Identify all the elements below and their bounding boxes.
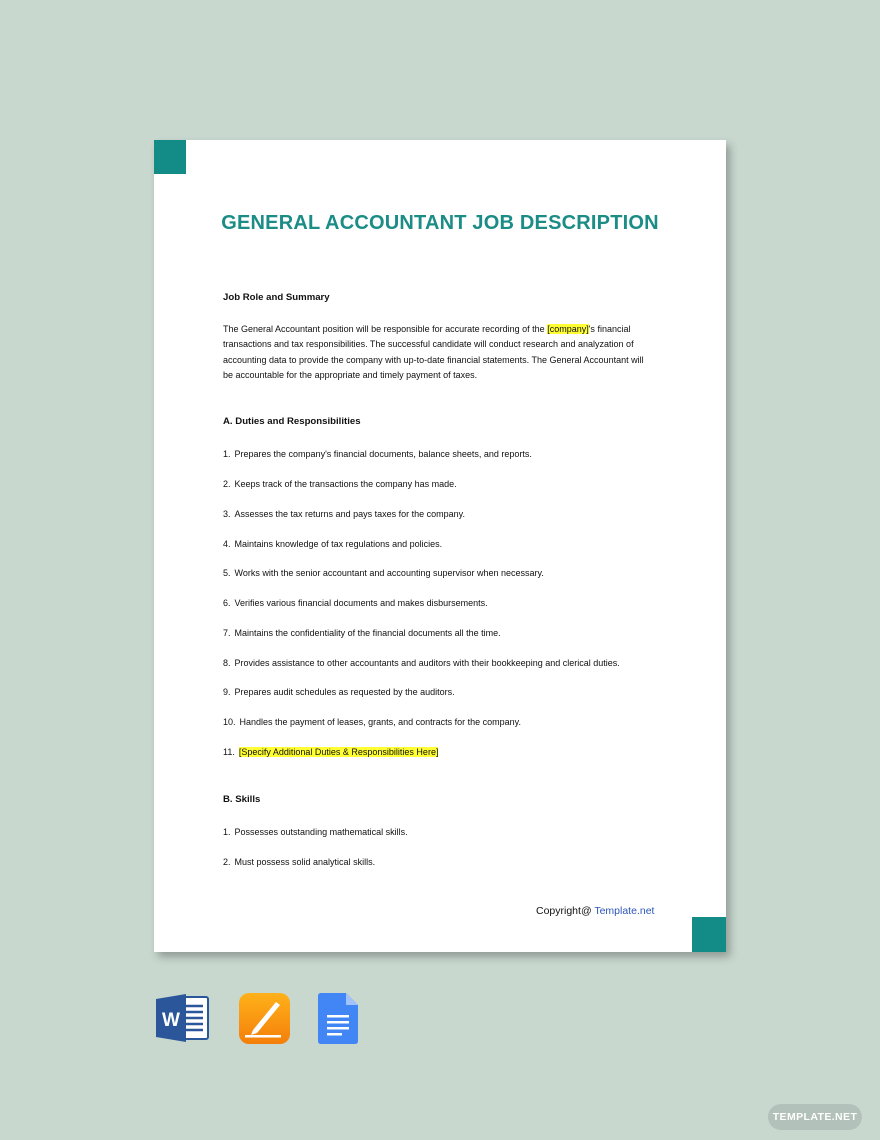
skill-item	[223, 857, 375, 867]
item-text: Keeps track of the transactions the company has made.	[234, 479, 457, 489]
item-text: Maintains the confidentiality of the financial documents all the time.	[234, 628, 501, 638]
word-letter: W	[162, 1010, 180, 1031]
duty-item	[223, 509, 465, 519]
corner-decoration-bottom-right	[692, 917, 726, 952]
duty-item	[223, 687, 455, 697]
skills-heading: B. Skills	[223, 794, 261, 805]
item-number: 7.	[223, 628, 231, 638]
google-docs-icon[interactable]	[318, 993, 358, 1049]
item-number: 5.	[223, 568, 231, 578]
item-number: 3.	[223, 509, 231, 519]
item-number: 11.	[223, 747, 235, 757]
item-number: 8.	[223, 658, 231, 668]
item-number: 9.	[223, 687, 231, 697]
duty-item	[223, 449, 532, 459]
template-net-badge[interactable]: TEMPLATE.NET	[768, 1104, 862, 1130]
duty-item	[223, 539, 442, 549]
item-number: 2.	[223, 857, 231, 867]
skill-item	[223, 827, 408, 837]
item-number: 1.	[223, 449, 231, 459]
item-text: Maintains knowledge of tax regulations and policies.	[234, 539, 443, 549]
copyright-prefix: Copyright@	[536, 905, 595, 917]
duty-item	[223, 568, 544, 578]
duty-item	[223, 479, 457, 489]
duty-item	[223, 747, 438, 757]
copyright-line	[536, 905, 654, 917]
item-number: 2.	[223, 479, 231, 489]
summary-heading: Job Role and Summary	[223, 292, 330, 303]
document-title: GENERAL ACCOUNTANT JOB DESCRIPTION	[221, 212, 659, 234]
summary-text-after: 's financial transactions and tax responsibilities. The successful candidate will conduct research and analyzation of accounting data to provide the company with up-to-date financial statements. The General Accountant will be accountable for the appropriate and timely payment of taxes.	[223, 324, 644, 380]
item-number: 1.	[223, 827, 231, 837]
item-number: 10.	[223, 717, 236, 727]
item-text: Handles the payment of leases, grants, and contracts for the company.	[239, 717, 522, 727]
item-text: Prepares the company's financial documents, balance sheets, and reports.	[234, 449, 532, 459]
item-text: Provides assistance to other accountants and auditors with their bookkeeping and clerical duties.	[234, 658, 620, 668]
duties-heading: A. Duties and Responsibilities	[223, 416, 361, 427]
summary-text-before: The General Accountant position will be responsible for accurate recording of the	[223, 324, 548, 334]
additional-duties-placeholder[interactable]: [Specify Additional Duties & Responsibilities Here]	[238, 747, 439, 757]
item-number: 4.	[223, 539, 231, 549]
corner-decoration-top-left	[154, 140, 186, 174]
item-text: Must possess solid analytical skills.	[234, 857, 376, 867]
item-text: Prepares audit schedules as requested by the auditors.	[234, 687, 455, 697]
item-text: Possesses outstanding mathematical skills.	[234, 827, 408, 837]
document-page	[154, 140, 726, 952]
item-text: Assesses the tax returns and pays taxes for the company.	[234, 509, 465, 519]
company-placeholder[interactable]: [company]	[547, 324, 589, 334]
pages-icon[interactable]	[239, 993, 290, 1049]
duty-item	[223, 598, 488, 608]
copyright-link[interactable]: Template.net	[594, 905, 655, 917]
duty-item	[223, 628, 501, 638]
summary-paragraph	[223, 322, 653, 383]
item-text: Works with the senior accountant and accounting supervisor when necessary.	[234, 568, 544, 578]
item-text: Verifies various financial documents and makes disbursements.	[234, 598, 488, 608]
duty-item	[223, 717, 521, 727]
item-number: 6.	[223, 598, 231, 608]
duty-item	[223, 658, 620, 668]
word-icon[interactable]	[156, 993, 210, 1048]
